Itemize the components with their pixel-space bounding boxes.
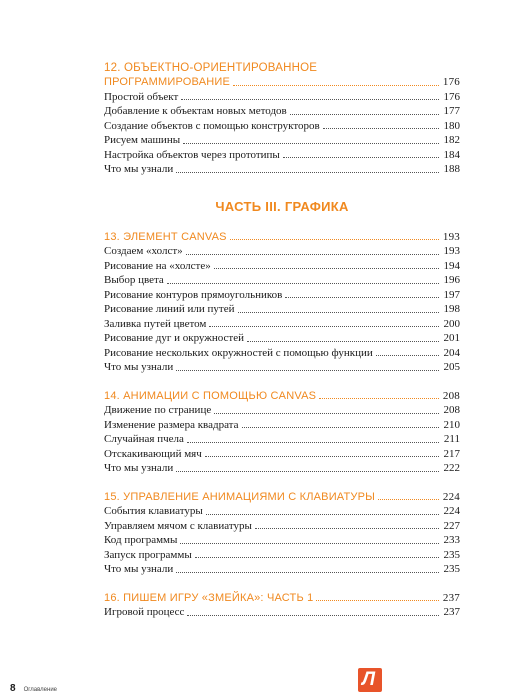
toc-entry bbox=[104, 403, 460, 418]
toc-entry-title: Движение по странице bbox=[104, 404, 212, 416]
toc-entry-page: 227 bbox=[443, 519, 460, 532]
dot-leader bbox=[206, 513, 439, 515]
toc-entry bbox=[104, 504, 460, 519]
toc-entry-page: 211 bbox=[443, 433, 460, 445]
toc-entry bbox=[104, 148, 460, 163]
toc-entry bbox=[104, 133, 460, 148]
toc-entry bbox=[104, 533, 460, 548]
running-footer-label: Оглавление bbox=[23, 687, 58, 693]
toc-entry-title: Рисование дуг и окружностей bbox=[104, 332, 244, 344]
toc-entry-title: Код программы bbox=[104, 534, 178, 546]
page-footer bbox=[10, 683, 57, 694]
chapter-16-page: 237 bbox=[442, 591, 460, 604]
toc-entry-page: 180 bbox=[443, 119, 460, 132]
toc-entry-page: 222 bbox=[443, 462, 460, 474]
dot-leader bbox=[378, 498, 439, 500]
toc-entry-page: 194 bbox=[443, 259, 460, 272]
toc-entry-page: 235 bbox=[443, 548, 460, 561]
chapter-13-title: 13. ЭЛЕМЕНТ CANVAS bbox=[104, 230, 227, 243]
toc-entry bbox=[104, 346, 460, 361]
chapter-14-page: 208 bbox=[442, 389, 460, 402]
dot-leader bbox=[183, 142, 439, 144]
toc-entry-title: Рисование контуров прямоугольников bbox=[104, 288, 283, 301]
toc-entry-page: 177 bbox=[443, 105, 460, 117]
page-number: 8 bbox=[10, 683, 16, 694]
toc-entry-title: События клавиатуры bbox=[104, 505, 203, 517]
part-3-title: ЧАСТЬ III. ГРАФИКА bbox=[215, 198, 349, 214]
toc-entry-page: 184 bbox=[443, 148, 460, 161]
toc-entry-title: Отскакивающий мяч bbox=[104, 447, 202, 460]
dot-leader bbox=[319, 397, 439, 399]
toc-entry-page: 188 bbox=[443, 163, 460, 175]
toc-entry-title: Изменение размера квадрата bbox=[104, 418, 239, 431]
dot-leader bbox=[316, 599, 439, 601]
toc-entry bbox=[104, 548, 460, 563]
chapter-12-entries bbox=[104, 90, 460, 177]
dot-leader bbox=[214, 267, 439, 269]
toc-entry bbox=[104, 418, 460, 433]
toc-entry-title: Рисование на «холсте» bbox=[104, 259, 211, 272]
dot-leader bbox=[283, 156, 439, 158]
dot-leader bbox=[176, 571, 439, 573]
dot-leader bbox=[209, 325, 439, 327]
toc-entry bbox=[104, 461, 460, 476]
toc-entry-title: Рисование нескольких окружностей с помощью функции bbox=[104, 346, 373, 359]
toc-entry bbox=[104, 302, 460, 317]
dot-leader bbox=[176, 470, 439, 472]
dot-leader bbox=[176, 171, 439, 173]
toc-entry-page: 204 bbox=[443, 346, 460, 359]
toc-entry-page: 210 bbox=[443, 418, 460, 431]
chapter-16-entries bbox=[104, 605, 460, 620]
toc-entry bbox=[104, 119, 460, 134]
dot-leader bbox=[255, 527, 439, 529]
dot-leader bbox=[230, 238, 439, 240]
toc-entry-title: Выбор цвета bbox=[104, 274, 164, 286]
toc-entry-page: 197 bbox=[443, 288, 460, 301]
toc-entry-page: 237 bbox=[443, 606, 460, 618]
toc-entry-page: 193 bbox=[443, 245, 460, 257]
toc-entry bbox=[104, 288, 460, 303]
dot-leader bbox=[376, 354, 439, 356]
toc-entry-title: Настройка объектов через прототипы bbox=[104, 148, 280, 161]
toc-entry bbox=[104, 562, 460, 577]
toc-entry bbox=[104, 317, 460, 332]
dot-leader bbox=[187, 614, 439, 616]
toc-entry bbox=[104, 244, 460, 259]
toc-entry bbox=[104, 605, 460, 620]
toc-entry-page: 200 bbox=[443, 317, 460, 330]
litres-logo-icon: Л bbox=[358, 668, 382, 692]
toc-entry-title: Игровой процесс bbox=[104, 606, 185, 618]
chapter-13-page: 193 bbox=[442, 230, 460, 243]
chapter-14-entries bbox=[104, 403, 460, 476]
toc-entry-page: 198 bbox=[443, 303, 460, 315]
toc-entry-title: Что мы узнали bbox=[104, 563, 174, 575]
chapter-12-heading bbox=[104, 75, 460, 90]
toc-entry bbox=[104, 360, 460, 375]
toc-entry bbox=[104, 519, 460, 534]
chapter-13-entries bbox=[104, 244, 460, 375]
toc-entry bbox=[104, 104, 460, 119]
toc-entry bbox=[104, 432, 460, 447]
toc-entry-page: 208 bbox=[443, 404, 460, 416]
toc-entry-title: Рисование линий или путей bbox=[104, 303, 235, 315]
chapter-16-heading bbox=[104, 591, 460, 606]
chapter-15-entries bbox=[104, 504, 460, 577]
toc-entry-title: Рисуем машины bbox=[104, 134, 181, 146]
toc-entry-page: 205 bbox=[443, 361, 460, 373]
toc-entry-title: Заливка путей цветом bbox=[104, 317, 207, 330]
toc-entry-page: 176 bbox=[443, 90, 460, 103]
dot-leader bbox=[205, 455, 439, 457]
toc-entry-page: 201 bbox=[443, 332, 460, 344]
dot-leader bbox=[323, 127, 439, 129]
dot-leader bbox=[180, 542, 439, 544]
toc-entry-page: 235 bbox=[443, 563, 460, 575]
dot-leader bbox=[242, 426, 440, 428]
toc-entry bbox=[104, 162, 460, 177]
chapter-15-title: 15. УПРАВЛЕНИЕ АНИМАЦИЯМИ С КЛАВИАТУРЫ bbox=[104, 490, 376, 503]
toc-entry bbox=[104, 331, 460, 346]
toc-entry-title: Запуск программы bbox=[104, 548, 192, 561]
toc-entry-page: 182 bbox=[443, 134, 460, 146]
toc-entry bbox=[104, 90, 460, 105]
dot-leader bbox=[181, 98, 439, 100]
toc-entry-title: Простой объект bbox=[104, 90, 179, 103]
toc-entry-title: Добавление к объектам новых методов bbox=[104, 105, 287, 117]
chapter-12-page: 176 bbox=[442, 76, 460, 88]
chapter-12-heading-line2: ПРОГРАММИРОВАНИЕ bbox=[104, 76, 231, 88]
chapter-15-page: 224 bbox=[442, 490, 460, 503]
dot-leader bbox=[285, 296, 439, 298]
chapter-16-title: 16. ПИШЕМ ИГРУ «ЗМЕЙКА»: ЧАСТЬ 1 bbox=[104, 591, 314, 604]
toc-entry-title: Управляем мячом с клавиатуры bbox=[104, 519, 252, 532]
toc-entry-page: 196 bbox=[443, 274, 460, 286]
dot-leader bbox=[247, 340, 439, 342]
chapter-13-heading bbox=[104, 230, 460, 245]
chapter-14-title: 14. АНИМАЦИИ С ПОМОЩЬЮ CANVAS bbox=[104, 389, 317, 402]
dot-leader bbox=[186, 253, 439, 255]
chapter-14-heading bbox=[104, 389, 460, 404]
dot-leader bbox=[233, 84, 439, 86]
dot-leader bbox=[195, 556, 439, 558]
toc-entry-title: Что мы узнали bbox=[104, 361, 174, 373]
toc-entry-page: 233 bbox=[443, 534, 460, 546]
dot-leader bbox=[176, 369, 439, 371]
dot-leader bbox=[238, 311, 440, 313]
dot-leader bbox=[214, 412, 439, 414]
dot-leader bbox=[187, 441, 439, 443]
toc-entry-title: Что мы узнали bbox=[104, 462, 174, 474]
chapter-12-heading-line1: 12. ОБЪЕКТНО-ОРИЕНТИРОВАННОЕ bbox=[104, 62, 318, 74]
dot-leader bbox=[167, 282, 439, 284]
toc-entry bbox=[104, 273, 460, 288]
toc-entry-title: Что мы узнали bbox=[104, 163, 174, 175]
toc-entry bbox=[104, 259, 460, 274]
toc-entry-title: Создаем «холст» bbox=[104, 245, 183, 257]
toc-entry-title: Случайная пчела bbox=[104, 433, 184, 445]
toc-entry-page: 217 bbox=[443, 447, 460, 460]
toc-entry bbox=[104, 447, 460, 462]
toc-entry-page: 224 bbox=[443, 505, 460, 517]
toc-entry-title: Создание объектов с помощью конструкторов bbox=[104, 119, 320, 132]
dot-leader bbox=[290, 113, 439, 115]
table-of-contents bbox=[104, 61, 460, 620]
chapter-15-heading bbox=[104, 490, 460, 505]
